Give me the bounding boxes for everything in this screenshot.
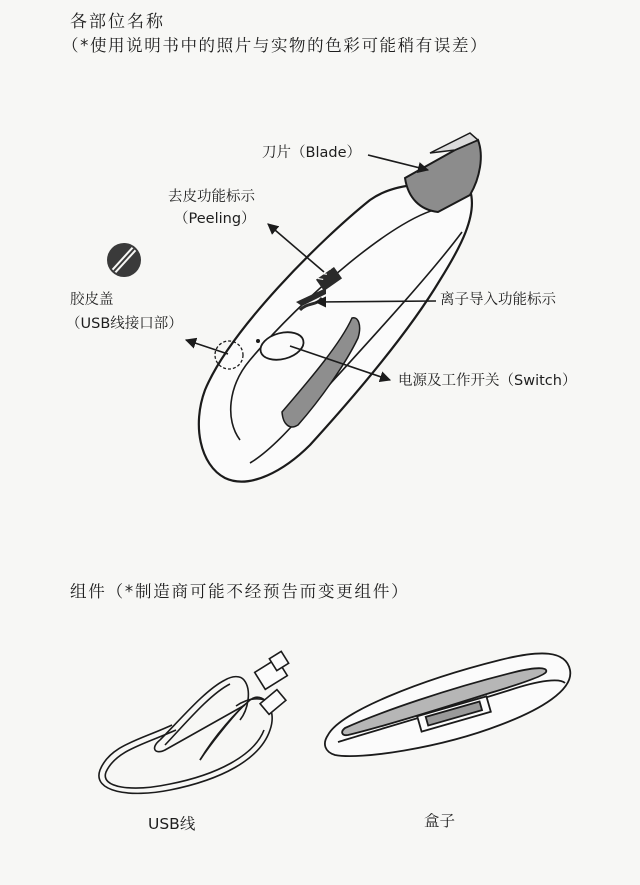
peeling-label-en: （Peeling） bbox=[174, 211, 256, 227]
components-title: 组件（*制造商可能不经预告而变更组件） bbox=[70, 582, 410, 601]
ion-label: 离子导入功能标示 bbox=[440, 292, 556, 308]
box-caption: 盒子 bbox=[424, 812, 456, 830]
case-box bbox=[325, 653, 570, 756]
usb-cover-label-cn: 胶皮盖 bbox=[70, 292, 114, 308]
switch-label: 电源及工作开关（Switch） bbox=[398, 373, 577, 389]
usb-cable bbox=[99, 651, 289, 793]
blade-label: 刀片（Blade） bbox=[262, 145, 361, 161]
usb-cover-label-en: （USB线接口部） bbox=[66, 316, 183, 332]
parts-note: （*使用说明书中的照片与实物的色彩可能稍有误差） bbox=[62, 36, 489, 55]
usb-cable-caption: USB线 bbox=[148, 815, 196, 833]
peeling-label-cn: 去皮功能标示 bbox=[168, 189, 255, 205]
parts-title: 各部位名称 bbox=[70, 12, 165, 32]
